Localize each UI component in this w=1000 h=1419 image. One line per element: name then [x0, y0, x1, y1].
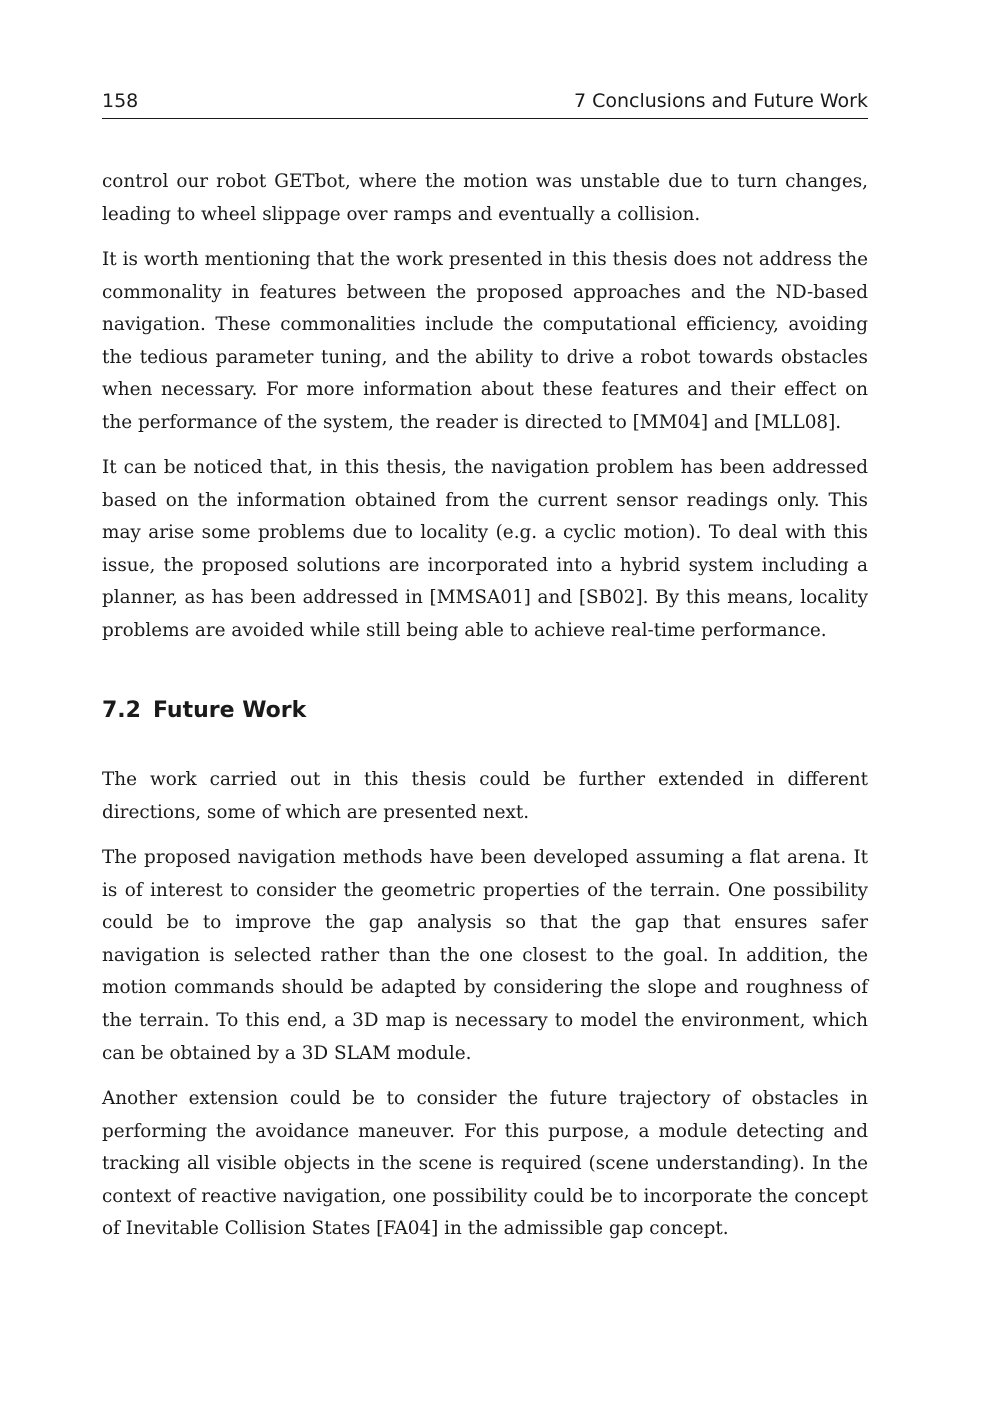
paragraph-robot-motion: control our robot GETbot, where the motion was unstable due to turn changes, leading to wheel slippage over ramps and eventually a collision.: [102, 171, 868, 225]
paragraph-terrain: The proposed navigation methods have been developed assuming a flat arena. It is of interest to consider the geometric properties of the terrain. One possibility could be to improve the gap analysis so that the gap that ensures safer navigation is selected rather than the one closest to the goal. In addition, the motion commands should be adapted by considering the slope and roughness of the terrain. To this end, a 3D map is necessary to model the environment, which can be obtained by a 3D SLAM module.: [102, 847, 868, 1064]
paragraph-future-intro: The work carried out in this thesis could be further extended in different directions, some of which are presented next.: [102, 769, 868, 823]
paragraph-commonality: It is worth mentioning that the work presented in this thesis does not address the commonality in features between the proposed approaches and the ND-based navigation. These commonalities include the computational efficiency, avoiding the tedious parameter tuning, and the ability to drive a robot towards obstacles when necessary. For more information about these features and their effect on the performance of the system, the reader is directed to [MM04] and [MLL08].: [102, 249, 868, 433]
chapter-title: 7 Conclusions and Future Work: [573, 90, 868, 112]
paragraph-obstacle-trajectory: Another extension could be to consider the future trajectory of obstacles in performing the avoidance maneuver. For this purpose, a module detecting and tracking all visible objects in the scene is required (scene understanding). In the context of reactive navigation, one possibility could be to incorporate the concept of Inevitable Collision States [FA04] in the admissible gap concept.: [102, 1088, 868, 1240]
document-page: [102, 0, 868, 1419]
page-number: 158: [102, 90, 139, 112]
section-title: Future Work: [152, 698, 307, 723]
section-heading: [102, 698, 306, 723]
paragraph-locality: It can be noticed that, in this thesis, the navigation problem has been addressed based on the information obtained from the current sensor readings only. This may arise some problems due to locality (e.g. a cyclic motion). To deal with this issue, the proposed solutions are incorporated into a hybrid system including a planner, as has been addressed in [MMSA01] and [SB02]. By this means, locality problems are avoided while still being able to achieve real-time performance.: [102, 457, 868, 641]
running-header: [102, 88, 868, 119]
section-number: 7.2: [102, 698, 141, 723]
